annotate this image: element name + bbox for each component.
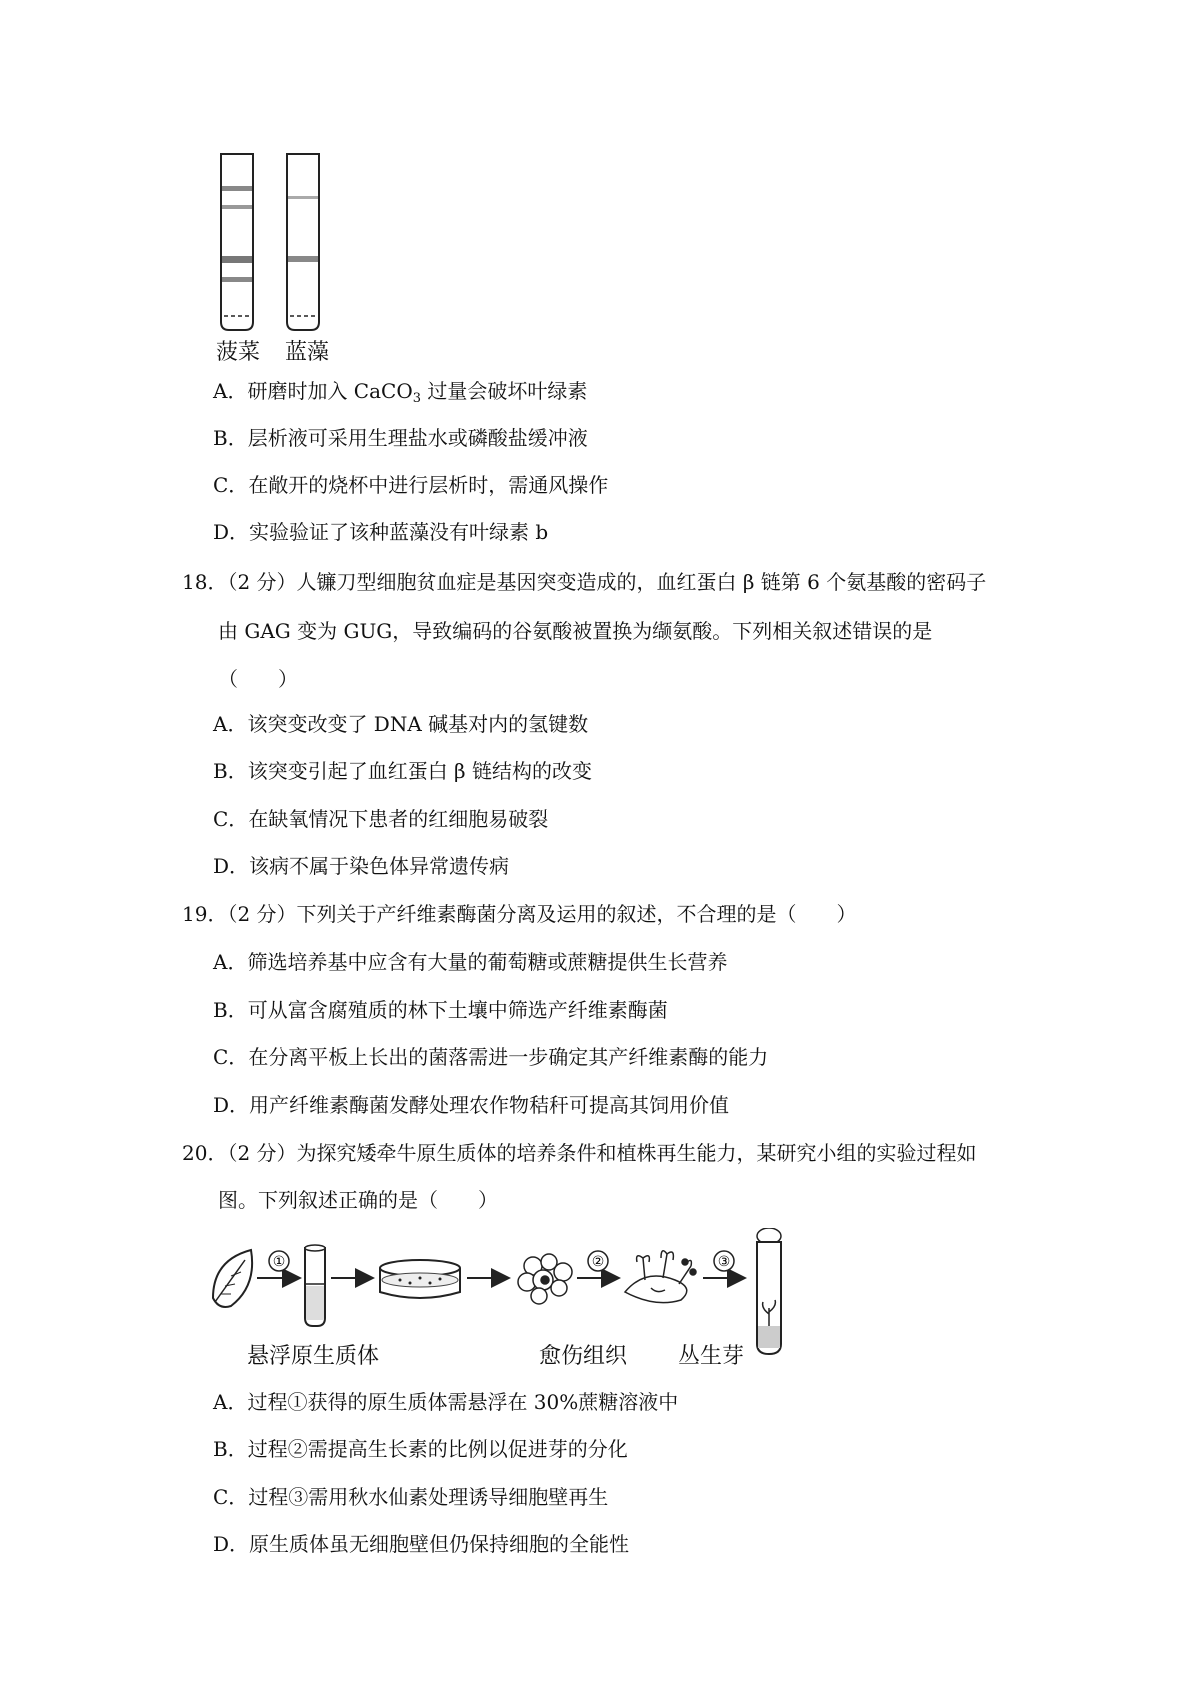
protoplast-process-figure bbox=[205, 1228, 865, 1358]
q19-option-c: C．在分离平板上长出的菌落需进一步确定其产纤维素酶的能力 bbox=[213, 1045, 769, 1069]
q18-answer-blank: （ ） bbox=[218, 667, 298, 691]
shoot-cluster-icon bbox=[625, 1251, 696, 1303]
culture-tube-icon bbox=[757, 1228, 781, 1354]
chromatography-figure bbox=[200, 150, 340, 365]
label-shoot-cluster: 丛生芽 bbox=[678, 1344, 745, 1369]
pigment-band bbox=[222, 205, 252, 209]
step-2-label: ② bbox=[591, 1254, 605, 1270]
pigment-band bbox=[222, 186, 252, 191]
spinach-strip bbox=[221, 154, 253, 330]
leaf-icon bbox=[213, 1250, 252, 1307]
callus-icon bbox=[518, 1254, 572, 1304]
spinach-label: 菠菜 bbox=[216, 340, 261, 365]
q18-option-d: D．该病不属于染色体异常遗传病 bbox=[213, 854, 510, 878]
q17-option-c: C．在敞开的烧杯中进行层析时，需通风操作 bbox=[213, 473, 609, 497]
label-suspended-protoplast: 悬浮原生质体 bbox=[247, 1344, 380, 1369]
q20-option-a: A．过程①获得的原生质体需悬浮在 30%蔗糖溶液中 bbox=[213, 1390, 679, 1414]
q18-stem-line2: 由 GAG 变为 GUG，导致编码的谷氨酸被置换为缬氨酸。下列相关叙述错误的是 bbox=[218, 619, 933, 643]
q20-option-d: D．原生质体虽无细胞壁但仍保持细胞的全能性 bbox=[213, 1532, 630, 1556]
q18-stem-line1: 18．（2 分）人镰刀型细胞贫血症是基因突变造成的，血红蛋白 β 链第 6 个氨基酸的密码子 bbox=[182, 570, 987, 594]
q20-stem-line2: 图。下列叙述正确的是（ ） bbox=[218, 1188, 498, 1212]
q17-option-b: B．层析液可采用生理盐水或磷酸盐缓冲液 bbox=[213, 426, 588, 450]
cyanobacteria-strip bbox=[287, 154, 319, 330]
petri-dish-icon bbox=[380, 1260, 460, 1298]
suspension-tube-icon bbox=[305, 1245, 325, 1326]
pigment-band bbox=[288, 256, 318, 262]
q20-option-c: C．过程③需用秋水仙素处理诱导细胞壁再生 bbox=[213, 1485, 609, 1509]
q20-option-b: B．过程②需提高生长素的比例以促进芽的分化 bbox=[213, 1437, 628, 1461]
q18-option-c: C．在缺氧情况下患者的红细胞易破裂 bbox=[213, 807, 549, 831]
q19-stem: 19．（2 分）下列关于产纤维素酶菌分离及运用的叙述，不合理的是（ ） bbox=[182, 902, 857, 926]
step-3-label: ③ bbox=[717, 1254, 731, 1270]
step-1-label: ① bbox=[272, 1254, 286, 1270]
q18-option-b: B．该突变引起了血红蛋白 β 链结构的改变 bbox=[213, 759, 592, 783]
q18-option-a: A．该突变改变了 DNA 碱基对内的氢键数 bbox=[213, 712, 589, 736]
q19-option-a: A．筛选培养基中应含有大量的葡萄糖或蔗糖提供生长营养 bbox=[213, 950, 728, 974]
label-callus: 愈伤组织 bbox=[539, 1344, 628, 1369]
pigment-band bbox=[222, 277, 252, 282]
q17-option-a: A．研磨时加入 CaCO$_3$ 过量会破坏叶绿素 bbox=[213, 379, 588, 406]
q17-option-d: D．实验验证了该种蓝藻没有叶绿素 b bbox=[213, 520, 549, 544]
pigment-band bbox=[222, 256, 252, 263]
q19-option-b: B．可从富含腐殖质的林下土壤中筛选产纤维素酶菌 bbox=[213, 998, 668, 1022]
pigment-band bbox=[288, 196, 318, 199]
q19-option-d: D．用产纤维素酶菌发酵处理农作物秸秆可提高其饲用价值 bbox=[213, 1093, 730, 1117]
cyanobacteria-label: 蓝藻 bbox=[285, 340, 330, 365]
q20-stem-line1: 20．（2 分）为探究矮牵牛原生质体的培养条件和植株再生能力，某研究小组的实验过程如 bbox=[182, 1141, 977, 1165]
